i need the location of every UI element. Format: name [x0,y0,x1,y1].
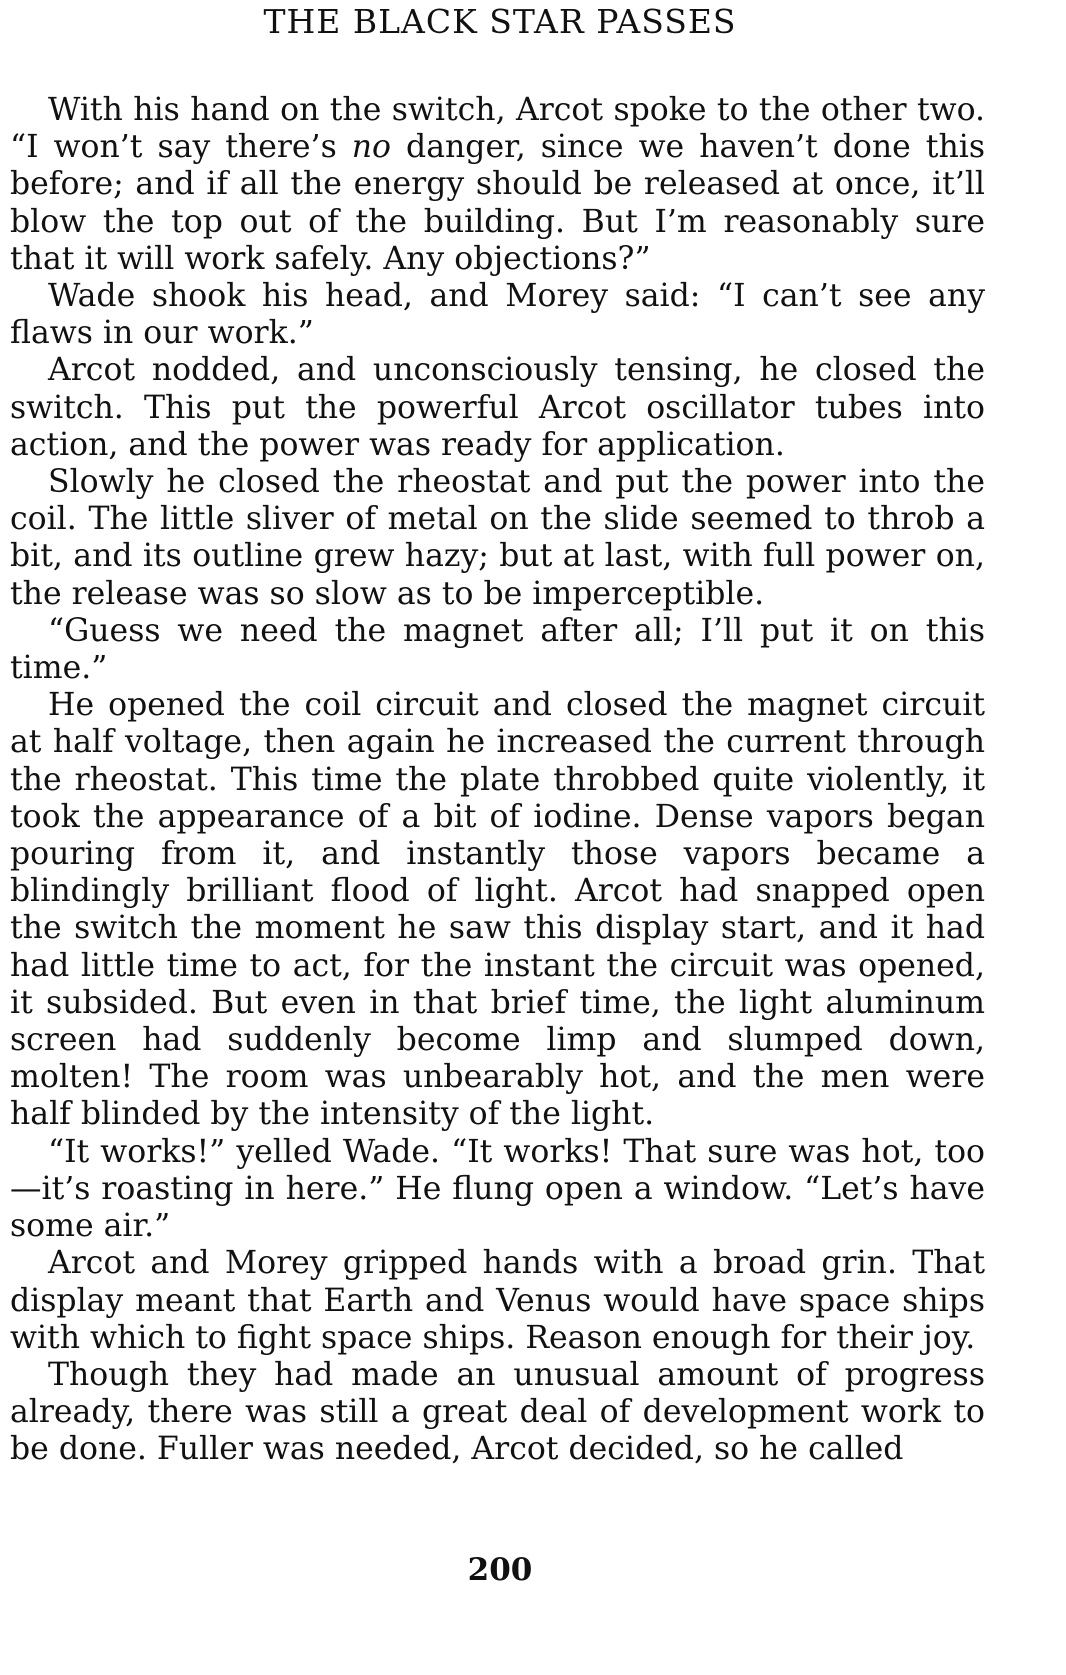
paragraph-3: Arcot nodded, and unconsciously tensing, he closed the switch. This put the powerful Arcot oscillator tubes into action, and the power was ready for application. [10,352,985,463]
paragraph-5: “Guess we need the magnet after all; I’ll put it on this time.” [10,612,985,687]
paragraph-1-after: danger, since we haven’t done this before; and if all the energy should be released at once, it’ll blow the top out of the building. But I’m reasonably sure that it will work safely. Any objections?” [10,129,985,277]
paragraph-4: Slowly he closed the rheostat and put the power into the coil. The little sliver of metal on the slide seemed to throb a bit, and its outline grew hazy; but at last, with full power on, the release was so slow as to be imperceptible. [10,464,985,612]
paragraph-1 [10,92,985,278]
paragraph-1-emphasis: no [351,129,392,166]
paragraph-9: Though they had made an unusual amount of progress already, there was still a great deal of development work to be done. Fuller was needed, Arcot decided, so he called [10,1356,985,1468]
body-text [10,92,985,1469]
paragraph-7: “It works!” yelled Wade. “It works! That sure was hot, too—it’s roasting in here.” He flung open a window. “Let’s have some air.” [10,1133,985,1245]
paragraph-8: Arcot and Morey gripped hands with a broad grin. That display meant that Earth and Venus would have space ships with which to fight space ships. Reason enough for their joy. [10,1245,985,1356]
page-number: 200 [467,1552,533,1588]
paragraph-6: He opened the coil circuit and closed the magnet circuit at half voltage, then again he increased the current through the rheostat. This time the plate throbbed quite violently, it took the appearance of a bit of iodine. Dense vapors began pouring from it, and instantly those vapors became a blindingly brilliant flood of light. Arcot had snapped open the switch the moment he saw this display start, and it had had little time to act, for the instant the circuit was opened, it subsided. But even in that brief time, the light aluminum screen had suddenly become limp and slumped down, molten! The room was unbearably hot, and the men were half blinded by the intensity of the light. [10,687,985,1133]
paragraph-1-before: With his hand on the switch, Arcot spoke to the other two. “I won’t say there’s [10,92,985,166]
running-head: THE BLACK STAR PASSES [263,2,737,41]
paragraph-2: Wade shook his head, and Morey said: “I can’t see any flaws in our work.” [10,278,985,352]
